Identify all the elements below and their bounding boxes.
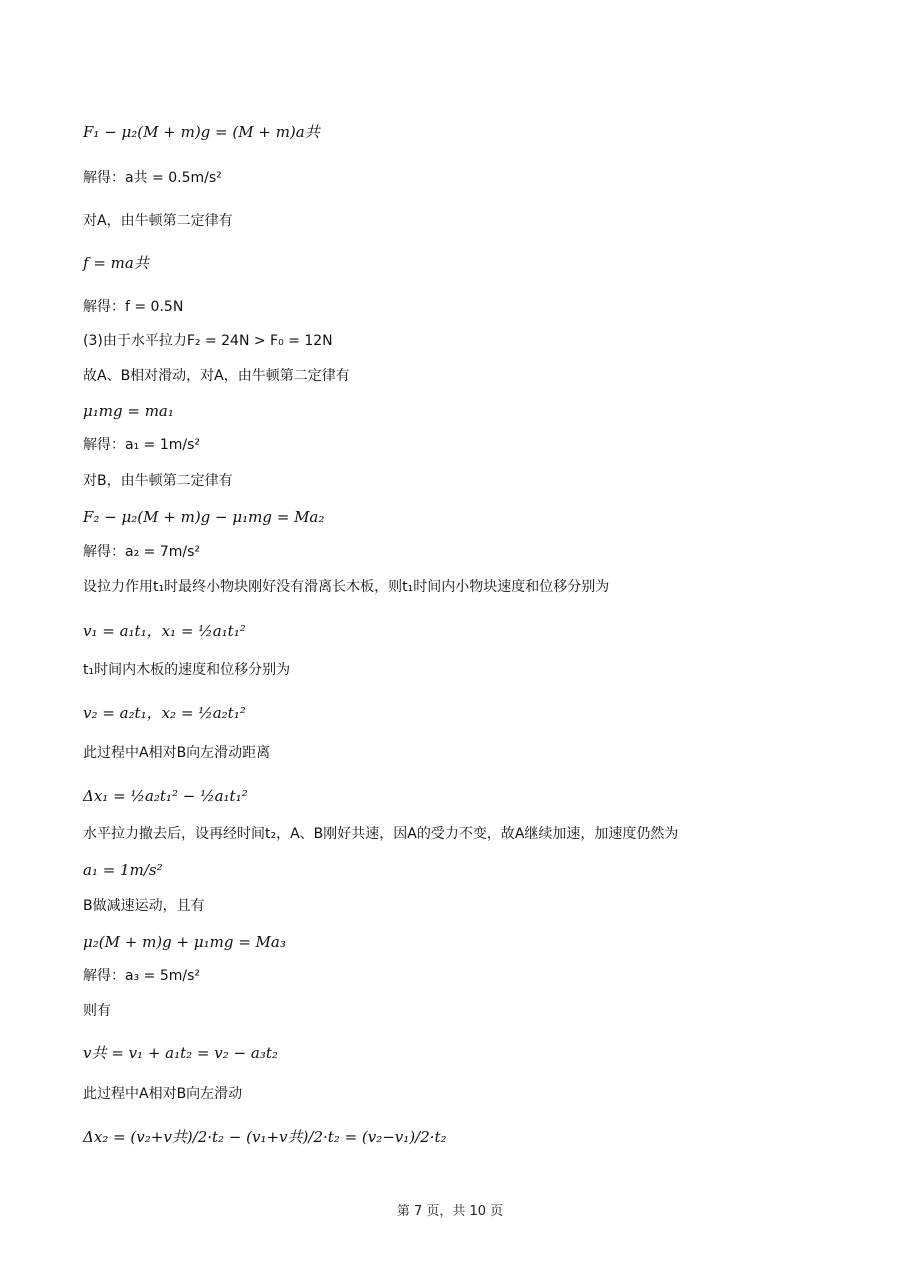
text-line: 则有 bbox=[83, 1003, 111, 1019]
text-line: 解得：a共 = 0.5m/s² bbox=[83, 170, 222, 186]
equation-line: v共 = v₁ + a₁t₂ = v₂ − a₃t₂ bbox=[83, 1044, 278, 1062]
text-line: 解得：a₃ = 5m/s² bbox=[83, 968, 200, 984]
text-line: t₁时间内木板的速度和位移分别为 bbox=[83, 662, 291, 678]
equation-line: v₂ = a₂t₁，x₂ = ½a₂t₁² bbox=[83, 704, 246, 722]
text-line: 此过程中A相对B向左滑动 bbox=[83, 1086, 243, 1102]
equation-line: F₂ − μ₂(M + m)g − μ₁mg = Ma₂ bbox=[83, 508, 325, 526]
equation-line: Δx₂ = (v₂+v共)/2·t₂ − (v₁+v共)/2·t₂ = (v₂−v₁)/2·t₂ bbox=[83, 1128, 447, 1146]
text-line: 解得：a₂ = 7m/s² bbox=[83, 544, 200, 560]
equation-line: f = ma共 bbox=[83, 254, 149, 272]
equation-line: F₁ − μ₂(M + m)g = (M + m)a共 bbox=[83, 123, 320, 141]
equation-line: a₁ = 1m/s² bbox=[83, 861, 163, 879]
text-line: 故A、B相对滑动，对A，由牛顿第二定律有 bbox=[83, 368, 350, 384]
text-line: (3)由于水平拉力F₂ = 24N > F₀ = 12N bbox=[83, 333, 333, 349]
text-line: 对B，由牛顿第二定律有 bbox=[83, 473, 233, 489]
text-line: B做减速运动，且有 bbox=[83, 898, 205, 914]
equation-line: Δx₁ = ½a₂t₁² − ½a₁t₁² bbox=[83, 787, 248, 805]
equation-line: v₁ = a₁t₁，x₁ = ½a₁t₁² bbox=[83, 622, 246, 640]
text-line: 解得：f = 0.5N bbox=[83, 299, 184, 315]
text-line: 解得：a₁ = 1m/s² bbox=[83, 437, 200, 453]
text-line: 此过程中A相对B向左滑动距离 bbox=[83, 745, 271, 761]
text-line: 水平拉力撤去后，设再经时间t₂，A、B刚好共速，因A的受力不变，故A继续加速，加速度仍然为 bbox=[83, 826, 679, 842]
equation-line: μ₁mg = ma₁ bbox=[83, 402, 174, 420]
page-footer: 第 7 页，共 10 页 bbox=[396, 1204, 504, 1219]
equation-line: μ₂(M + m)g + μ₁mg = Ma₃ bbox=[83, 933, 286, 951]
text-line: 设拉力作用t₁时最终小物块刚好没有滑离长木板，则t₁时间内小物块速度和位移分别为 bbox=[83, 579, 610, 595]
text-line: 对A，由牛顿第二定律有 bbox=[83, 213, 233, 229]
